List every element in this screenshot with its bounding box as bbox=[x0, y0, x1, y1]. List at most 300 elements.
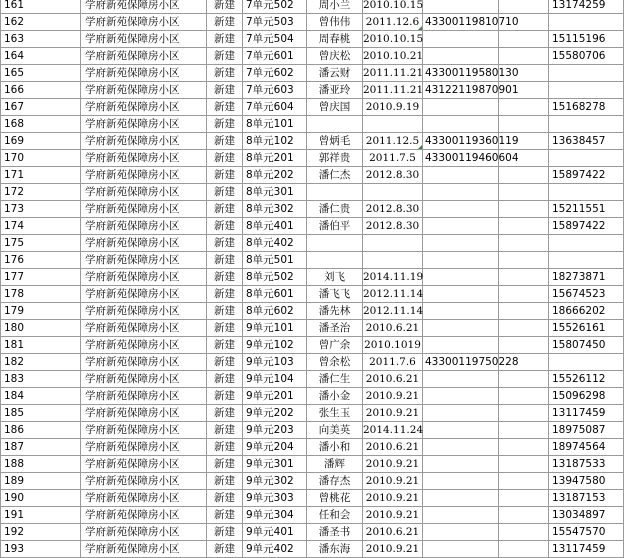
date-cell[interactable]: 2010.1019 bbox=[363, 337, 423, 354]
row-number-cell[interactable]: 167 bbox=[1, 99, 81, 116]
project-cell[interactable]: 学府新苑保障房小区 bbox=[81, 439, 207, 456]
table-row bbox=[1, 31, 624, 48]
project-cell[interactable]: 学府新苑保障房小区 bbox=[81, 456, 207, 473]
name-cell[interactable]: 张生玉 bbox=[307, 405, 363, 422]
date-cell[interactable] bbox=[363, 116, 423, 133]
project-cell[interactable]: 学府新苑保障房小区 bbox=[81, 14, 207, 31]
table-row bbox=[1, 507, 624, 524]
id-number-cell[interactable] bbox=[423, 524, 499, 541]
project-cell[interactable]: 学府新苑保障房小区 bbox=[81, 184, 207, 201]
unit-cell[interactable]: 8单元401 bbox=[243, 218, 307, 235]
date-cell[interactable]: 2010.6.21 bbox=[363, 371, 423, 388]
project-cell[interactable]: 学府新苑保障房小区 bbox=[81, 0, 207, 14]
unit-cell[interactable]: 9单元104 bbox=[243, 371, 307, 388]
phone-cell[interactable]: 15526161 bbox=[549, 320, 624, 337]
type-cell[interactable]: 新建 bbox=[207, 490, 243, 507]
table-row bbox=[1, 218, 624, 235]
table-row bbox=[1, 269, 624, 286]
phone-cell[interactable]: 13117459 bbox=[549, 541, 624, 558]
phone-cell[interactable]: 18975087 bbox=[549, 422, 624, 439]
row-number-cell[interactable]: 180 bbox=[1, 320, 81, 337]
id-number-cell[interactable] bbox=[423, 371, 499, 388]
unit-cell[interactable]: 7单元504 bbox=[243, 31, 307, 48]
row-number-cell[interactable]: 171 bbox=[1, 167, 81, 184]
row-number-cell[interactable]: 188 bbox=[1, 456, 81, 473]
unit-cell[interactable]: 7单元602 bbox=[243, 65, 307, 82]
date-cell[interactable]: 2011.12.6 bbox=[363, 14, 423, 31]
project-cell[interactable]: 学府新苑保障房小区 bbox=[81, 303, 207, 320]
id-number-cell[interactable]: 43300119460604 bbox=[423, 150, 499, 167]
project-cell[interactable]: 学府新苑保障房小区 bbox=[81, 524, 207, 541]
name-cell[interactable]: 潘小和 bbox=[307, 439, 363, 456]
phone-cell[interactable]: 13947580 bbox=[549, 473, 624, 490]
type-cell[interactable]: 新建 bbox=[207, 269, 243, 286]
name-cell[interactable]: 潘亚玲 bbox=[307, 82, 363, 99]
type-cell[interactable]: 新建 bbox=[207, 184, 243, 201]
date-cell[interactable] bbox=[363, 184, 423, 201]
date-cell[interactable]: 2014.11.19 bbox=[363, 269, 423, 286]
unit-cell[interactable]: 9单元402 bbox=[243, 541, 307, 558]
empty-cell[interactable] bbox=[499, 31, 549, 48]
project-cell[interactable]: 学府新苑保障房小区 bbox=[81, 252, 207, 269]
phone-cell[interactable]: 15547570 bbox=[549, 524, 624, 541]
row-number-cell[interactable]: 189 bbox=[1, 473, 81, 490]
name-cell[interactable]: 潘先林 bbox=[307, 303, 363, 320]
unit-cell[interactable]: 8单元102 bbox=[243, 133, 307, 150]
type-cell[interactable]: 新建 bbox=[207, 252, 243, 269]
project-cell[interactable]: 学府新苑保障房小区 bbox=[81, 201, 207, 218]
project-cell[interactable]: 学府新苑保障房小区 bbox=[81, 133, 207, 150]
name-cell[interactable]: 潘圣治 bbox=[307, 320, 363, 337]
name-cell[interactable]: 潘小金 bbox=[307, 388, 363, 405]
project-cell[interactable]: 学府新苑保障房小区 bbox=[81, 167, 207, 184]
type-cell[interactable]: 新建 bbox=[207, 167, 243, 184]
phone-cell[interactable] bbox=[549, 65, 624, 82]
empty-cell[interactable] bbox=[499, 286, 549, 303]
empty-cell[interactable] bbox=[499, 456, 549, 473]
unit-cell[interactable]: 8单元202 bbox=[243, 167, 307, 184]
row-number-cell[interactable]: 184 bbox=[1, 388, 81, 405]
project-cell[interactable]: 学府新苑保障房小区 bbox=[81, 337, 207, 354]
date-cell[interactable]: 2010.9.21 bbox=[363, 388, 423, 405]
row-number-cell[interactable]: 162 bbox=[1, 14, 81, 31]
date-cell[interactable]: 2010.9.21 bbox=[363, 507, 423, 524]
type-cell[interactable]: 新建 bbox=[207, 371, 243, 388]
phone-cell[interactable]: 13187153 bbox=[549, 490, 624, 507]
project-cell[interactable]: 学府新苑保障房小区 bbox=[81, 269, 207, 286]
phone-cell[interactable] bbox=[549, 82, 624, 99]
id-number-cell[interactable] bbox=[423, 507, 499, 524]
row-number-cell[interactable]: 178 bbox=[1, 286, 81, 303]
id-number-cell[interactable] bbox=[423, 337, 499, 354]
empty-cell[interactable] bbox=[499, 184, 549, 201]
id-number-cell[interactable]: 43300119750228 bbox=[423, 354, 499, 371]
type-cell[interactable]: 新建 bbox=[207, 218, 243, 235]
id-number-cell[interactable] bbox=[423, 303, 499, 320]
empty-cell[interactable] bbox=[499, 439, 549, 456]
unit-cell[interactable]: 9单元102 bbox=[243, 337, 307, 354]
type-cell[interactable]: 新建 bbox=[207, 439, 243, 456]
unit-cell[interactable]: 8单元501 bbox=[243, 252, 307, 269]
project-cell[interactable]: 学府新苑保障房小区 bbox=[81, 422, 207, 439]
date-cell[interactable]: 2012.8.30 bbox=[363, 201, 423, 218]
unit-cell[interactable]: 9单元203 bbox=[243, 422, 307, 439]
id-number-cell[interactable] bbox=[423, 439, 499, 456]
row-number-cell[interactable]: 177 bbox=[1, 269, 81, 286]
row-number-cell[interactable]: 175 bbox=[1, 235, 81, 252]
id-number-cell[interactable] bbox=[423, 269, 499, 286]
id-number-cell[interactable] bbox=[423, 218, 499, 235]
name-cell[interactable]: 潘东海 bbox=[307, 541, 363, 558]
unit-cell[interactable]: 9单元103 bbox=[243, 354, 307, 371]
phone-cell[interactable]: 15168278 bbox=[549, 99, 624, 116]
phone-cell[interactable]: 13117459 bbox=[549, 405, 624, 422]
project-cell[interactable]: 学府新苑保障房小区 bbox=[81, 541, 207, 558]
phone-cell[interactable] bbox=[549, 184, 624, 201]
id-number-cell[interactable] bbox=[423, 252, 499, 269]
row-number-cell[interactable]: 181 bbox=[1, 337, 81, 354]
unit-cell[interactable]: 9单元202 bbox=[243, 405, 307, 422]
date-cell[interactable]: 2014.11.24 bbox=[363, 422, 423, 439]
project-cell[interactable]: 学府新苑保障房小区 bbox=[81, 507, 207, 524]
project-cell[interactable]: 学府新苑保障房小区 bbox=[81, 388, 207, 405]
type-cell[interactable]: 新建 bbox=[207, 405, 243, 422]
name-cell[interactable]: 曾伟伟 bbox=[307, 14, 363, 31]
name-cell[interactable]: 曾庆国 bbox=[307, 99, 363, 116]
type-cell[interactable]: 新建 bbox=[207, 150, 243, 167]
project-cell[interactable]: 学府新苑保障房小区 bbox=[81, 473, 207, 490]
type-cell[interactable]: 新建 bbox=[207, 422, 243, 439]
empty-cell[interactable] bbox=[499, 405, 549, 422]
phone-cell[interactable] bbox=[549, 235, 624, 252]
phone-cell[interactable]: 15674523 bbox=[549, 286, 624, 303]
project-cell[interactable]: 学府新苑保障房小区 bbox=[81, 371, 207, 388]
empty-cell[interactable] bbox=[499, 252, 549, 269]
type-cell[interactable]: 新建 bbox=[207, 14, 243, 31]
phone-cell[interactable]: 15897422 bbox=[549, 167, 624, 184]
name-cell[interactable]: 周小兰 bbox=[307, 0, 363, 14]
id-number-cell[interactable] bbox=[423, 405, 499, 422]
row-number-cell[interactable]: 191 bbox=[1, 507, 81, 524]
unit-cell[interactable]: 9单元302 bbox=[243, 473, 307, 490]
project-cell[interactable]: 学府新苑保障房小区 bbox=[81, 354, 207, 371]
name-cell[interactable]: 曾余松 bbox=[307, 354, 363, 371]
unit-cell[interactable]: 8单元402 bbox=[243, 235, 307, 252]
id-number-cell[interactable]: 43300119810710 bbox=[423, 14, 499, 31]
phone-cell[interactable] bbox=[549, 116, 624, 133]
phone-cell[interactable]: 15807450 bbox=[549, 337, 624, 354]
empty-cell[interactable] bbox=[499, 337, 549, 354]
row-number-cell[interactable]: 182 bbox=[1, 354, 81, 371]
unit-cell[interactable]: 7单元601 bbox=[243, 48, 307, 65]
row-number-cell[interactable]: 165 bbox=[1, 65, 81, 82]
unit-cell[interactable]: 9单元101 bbox=[243, 320, 307, 337]
unit-cell[interactable]: 7单元603 bbox=[243, 82, 307, 99]
id-number-cell[interactable] bbox=[423, 388, 499, 405]
row-number-cell[interactable]: 172 bbox=[1, 184, 81, 201]
unit-cell[interactable]: 9单元204 bbox=[243, 439, 307, 456]
row-number-cell[interactable]: 166 bbox=[1, 82, 81, 99]
date-cell[interactable]: 2011.7.5 bbox=[363, 150, 423, 167]
name-cell[interactable]: 潘仁杰 bbox=[307, 167, 363, 184]
type-cell[interactable]: 新建 bbox=[207, 116, 243, 133]
unit-cell[interactable]: 9单元401 bbox=[243, 524, 307, 541]
date-cell[interactable]: 2010.6.21 bbox=[363, 439, 423, 456]
type-cell[interactable]: 新建 bbox=[207, 133, 243, 150]
project-cell[interactable]: 学府新苑保障房小区 bbox=[81, 99, 207, 116]
type-cell[interactable]: 新建 bbox=[207, 235, 243, 252]
empty-cell[interactable] bbox=[499, 541, 549, 558]
phone-cell[interactable] bbox=[549, 252, 624, 269]
phone-cell[interactable]: 15115196 bbox=[549, 31, 624, 48]
name-cell[interactable]: 任和会 bbox=[307, 507, 363, 524]
row-number-cell[interactable]: 168 bbox=[1, 116, 81, 133]
date-cell[interactable]: 2010.10.15 bbox=[363, 0, 423, 14]
project-cell[interactable]: 学府新苑保障房小区 bbox=[81, 320, 207, 337]
project-cell[interactable]: 学府新苑保障房小区 bbox=[81, 490, 207, 507]
id-number-cell[interactable]: 43300119360119 bbox=[423, 133, 499, 150]
row-number-cell[interactable]: 169 bbox=[1, 133, 81, 150]
type-cell[interactable]: 新建 bbox=[207, 473, 243, 490]
phone-cell[interactable] bbox=[549, 354, 624, 371]
id-number-cell[interactable] bbox=[423, 235, 499, 252]
row-number-cell[interactable]: 192 bbox=[1, 524, 81, 541]
name-cell[interactable]: 潘云财 bbox=[307, 65, 363, 82]
type-cell[interactable]: 新建 bbox=[207, 456, 243, 473]
empty-cell[interactable] bbox=[499, 473, 549, 490]
name-cell[interactable]: 潘仁贵 bbox=[307, 201, 363, 218]
empty-cell[interactable] bbox=[499, 167, 549, 184]
empty-cell[interactable] bbox=[499, 422, 549, 439]
name-cell[interactable] bbox=[307, 252, 363, 269]
date-cell[interactable]: 2010.9.21 bbox=[363, 405, 423, 422]
type-cell[interactable]: 新建 bbox=[207, 337, 243, 354]
date-cell[interactable]: 2010.9.19 bbox=[363, 99, 423, 116]
project-cell[interactable]: 学府新苑保障房小区 bbox=[81, 150, 207, 167]
phone-cell[interactable]: 15526112 bbox=[549, 371, 624, 388]
type-cell[interactable]: 新建 bbox=[207, 541, 243, 558]
id-number-cell[interactable] bbox=[423, 456, 499, 473]
table-row bbox=[1, 354, 624, 371]
table-row bbox=[1, 286, 624, 303]
name-cell[interactable]: 曾庆松 bbox=[307, 48, 363, 65]
empty-cell[interactable] bbox=[499, 303, 549, 320]
unit-cell[interactable]: 9单元304 bbox=[243, 507, 307, 524]
phone-cell[interactable]: 13034897 bbox=[549, 507, 624, 524]
unit-cell[interactable]: 8单元201 bbox=[243, 150, 307, 167]
empty-cell[interactable] bbox=[499, 235, 549, 252]
name-cell[interactable]: 周春桃 bbox=[307, 31, 363, 48]
project-cell[interactable]: 学府新苑保障房小区 bbox=[81, 31, 207, 48]
row-number-cell[interactable]: 174 bbox=[1, 218, 81, 235]
date-cell[interactable] bbox=[363, 252, 423, 269]
phone-cell[interactable]: 18666202 bbox=[549, 303, 624, 320]
name-cell[interactable] bbox=[307, 184, 363, 201]
row-number-cell[interactable]: 183 bbox=[1, 371, 81, 388]
type-cell[interactable]: 新建 bbox=[207, 388, 243, 405]
row-number-cell[interactable]: 163 bbox=[1, 31, 81, 48]
unit-cell[interactable]: 8单元101 bbox=[243, 116, 307, 133]
empty-cell[interactable] bbox=[499, 201, 549, 218]
id-number-cell[interactable] bbox=[423, 0, 499, 14]
empty-cell[interactable] bbox=[499, 116, 549, 133]
unit-cell[interactable]: 9单元303 bbox=[243, 490, 307, 507]
id-number-cell[interactable]: 43122119870901 bbox=[423, 82, 499, 99]
type-cell[interactable]: 新建 bbox=[207, 65, 243, 82]
type-cell[interactable]: 新建 bbox=[207, 286, 243, 303]
row-number-cell[interactable]: 187 bbox=[1, 439, 81, 456]
name-cell[interactable]: 郭祥贵 bbox=[307, 150, 363, 167]
row-number-cell[interactable]: 190 bbox=[1, 490, 81, 507]
row-number-cell[interactable]: 193 bbox=[1, 541, 81, 558]
table-row bbox=[1, 116, 624, 133]
id-number-cell[interactable] bbox=[423, 99, 499, 116]
unit-cell[interactable]: 7单元503 bbox=[243, 14, 307, 31]
phone-cell[interactable]: 18974564 bbox=[549, 439, 624, 456]
id-number-cell[interactable] bbox=[423, 167, 499, 184]
row-number-cell[interactable]: 161 bbox=[1, 0, 81, 14]
project-cell[interactable]: 学府新苑保障房小区 bbox=[81, 82, 207, 99]
phone-cell[interactable]: 15096298 bbox=[549, 388, 624, 405]
phone-cell[interactable]: 13174259 bbox=[549, 0, 624, 14]
date-cell[interactable]: 2012.8.30 bbox=[363, 218, 423, 235]
empty-cell[interactable] bbox=[499, 218, 549, 235]
phone-cell[interactable]: 15211551 bbox=[549, 201, 624, 218]
empty-cell[interactable] bbox=[499, 0, 549, 14]
date-cell[interactable]: 2010.10.21 bbox=[363, 48, 423, 65]
type-cell[interactable]: 新建 bbox=[207, 99, 243, 116]
name-cell[interactable]: 曾桃花 bbox=[307, 490, 363, 507]
type-cell[interactable]: 新建 bbox=[207, 31, 243, 48]
type-cell[interactable]: 新建 bbox=[207, 507, 243, 524]
type-cell[interactable]: 新建 bbox=[207, 48, 243, 65]
date-cell[interactable]: 2011.11.21 bbox=[363, 82, 423, 99]
project-cell[interactable]: 学府新苑保障房小区 bbox=[81, 235, 207, 252]
name-cell[interactable]: 潘飞飞 bbox=[307, 286, 363, 303]
empty-cell[interactable] bbox=[499, 269, 549, 286]
project-cell[interactable]: 学府新苑保障房小区 bbox=[81, 286, 207, 303]
date-cell[interactable]: 2010.10.15 bbox=[363, 31, 423, 48]
row-number-cell[interactable]: 170 bbox=[1, 150, 81, 167]
unit-cell[interactable]: 8单元302 bbox=[243, 201, 307, 218]
id-number-cell[interactable] bbox=[423, 201, 499, 218]
date-cell[interactable]: 2010.9.21 bbox=[363, 456, 423, 473]
empty-cell[interactable] bbox=[499, 320, 549, 337]
id-number-cell[interactable]: 43300119580130 bbox=[423, 65, 499, 82]
row-number-cell[interactable]: 176 bbox=[1, 252, 81, 269]
phone-cell[interactable] bbox=[549, 150, 624, 167]
name-cell[interactable]: 刘飞 bbox=[307, 269, 363, 286]
type-cell[interactable]: 新建 bbox=[207, 354, 243, 371]
unit-cell[interactable]: 8单元602 bbox=[243, 303, 307, 320]
date-cell[interactable]: 2011.7.6 bbox=[363, 354, 423, 371]
phone-cell[interactable]: 18273871 bbox=[549, 269, 624, 286]
date-cell[interactable]: 2011.12.5 bbox=[363, 133, 423, 150]
name-cell[interactable]: 潘仁生 bbox=[307, 371, 363, 388]
unit-cell[interactable]: 8单元502 bbox=[243, 269, 307, 286]
project-cell[interactable]: 学府新苑保障房小区 bbox=[81, 405, 207, 422]
name-cell[interactable]: 潘圣书 bbox=[307, 524, 363, 541]
empty-cell[interactable] bbox=[499, 371, 549, 388]
name-cell[interactable] bbox=[307, 116, 363, 133]
date-cell[interactable]: 2012.11.14 bbox=[363, 303, 423, 320]
unit-cell[interactable]: 7单元604 bbox=[243, 99, 307, 116]
type-cell[interactable]: 新建 bbox=[207, 524, 243, 541]
project-cell[interactable]: 学府新苑保障房小区 bbox=[81, 116, 207, 133]
date-cell[interactable]: 2010.6.21 bbox=[363, 524, 423, 541]
id-number-cell[interactable] bbox=[423, 490, 499, 507]
empty-cell[interactable] bbox=[499, 48, 549, 65]
name-cell[interactable]: 潘辉 bbox=[307, 456, 363, 473]
name-cell[interactable]: 曾广余 bbox=[307, 337, 363, 354]
name-cell[interactable]: 潘存杰 bbox=[307, 473, 363, 490]
id-number-cell[interactable] bbox=[423, 473, 499, 490]
phone-cell[interactable]: 13638457 bbox=[549, 133, 624, 150]
type-cell[interactable]: 新建 bbox=[207, 0, 243, 14]
table-row bbox=[1, 337, 624, 354]
date-cell[interactable]: 2010.9.21 bbox=[363, 473, 423, 490]
project-cell[interactable]: 学府新苑保障房小区 bbox=[81, 48, 207, 65]
table-row bbox=[1, 388, 624, 405]
unit-cell[interactable]: 8单元301 bbox=[243, 184, 307, 201]
phone-cell[interactable]: 15580706 bbox=[549, 48, 624, 65]
id-number-cell[interactable] bbox=[423, 48, 499, 65]
date-cell[interactable]: 2010.9.21 bbox=[363, 490, 423, 507]
unit-cell[interactable]: 7单元502 bbox=[243, 0, 307, 14]
row-number-cell[interactable]: 164 bbox=[1, 48, 81, 65]
phone-cell[interactable] bbox=[549, 14, 624, 31]
date-cell[interactable]: 2011.11.21 bbox=[363, 65, 423, 82]
id-number-cell[interactable] bbox=[423, 184, 499, 201]
name-cell[interactable] bbox=[307, 235, 363, 252]
type-cell[interactable]: 新建 bbox=[207, 201, 243, 218]
date-cell[interactable]: 2010.9.21 bbox=[363, 541, 423, 558]
id-number-cell[interactable] bbox=[423, 422, 499, 439]
name-cell[interactable]: 潘伯平 bbox=[307, 218, 363, 235]
project-cell[interactable]: 学府新苑保障房小区 bbox=[81, 65, 207, 82]
row-number-cell[interactable]: 185 bbox=[1, 405, 81, 422]
empty-cell[interactable] bbox=[499, 507, 549, 524]
date-cell[interactable] bbox=[363, 235, 423, 252]
unit-cell[interactable]: 9单元301 bbox=[243, 456, 307, 473]
row-number-cell[interactable]: 186 bbox=[1, 422, 81, 439]
type-cell[interactable]: 新建 bbox=[207, 320, 243, 337]
phone-cell[interactable]: 15897422 bbox=[549, 218, 624, 235]
empty-cell[interactable] bbox=[499, 388, 549, 405]
id-number-cell[interactable] bbox=[423, 31, 499, 48]
project-cell[interactable]: 学府新苑保障房小区 bbox=[81, 218, 207, 235]
type-cell[interactable]: 新建 bbox=[207, 303, 243, 320]
unit-cell[interactable]: 9单元201 bbox=[243, 388, 307, 405]
unit-cell[interactable]: 8单元601 bbox=[243, 286, 307, 303]
date-cell[interactable]: 2010.6.21 bbox=[363, 320, 423, 337]
name-cell[interactable]: 向美英 bbox=[307, 422, 363, 439]
id-number-cell[interactable] bbox=[423, 116, 499, 133]
id-number-cell[interactable] bbox=[423, 541, 499, 558]
empty-cell[interactable] bbox=[499, 490, 549, 507]
id-number-cell[interactable] bbox=[423, 286, 499, 303]
id-number-cell[interactable] bbox=[423, 320, 499, 337]
name-cell[interactable]: 曾炳毛 bbox=[307, 133, 363, 150]
row-number-cell[interactable]: 179 bbox=[1, 303, 81, 320]
phone-cell[interactable]: 13187533 bbox=[549, 456, 624, 473]
date-cell[interactable]: 2012.8.30 bbox=[363, 167, 423, 184]
empty-cell[interactable] bbox=[499, 524, 549, 541]
row-number-cell[interactable]: 173 bbox=[1, 201, 81, 218]
date-cell[interactable]: 2012.11.14 bbox=[363, 286, 423, 303]
empty-cell[interactable] bbox=[499, 99, 549, 116]
type-cell[interactable]: 新建 bbox=[207, 82, 243, 99]
